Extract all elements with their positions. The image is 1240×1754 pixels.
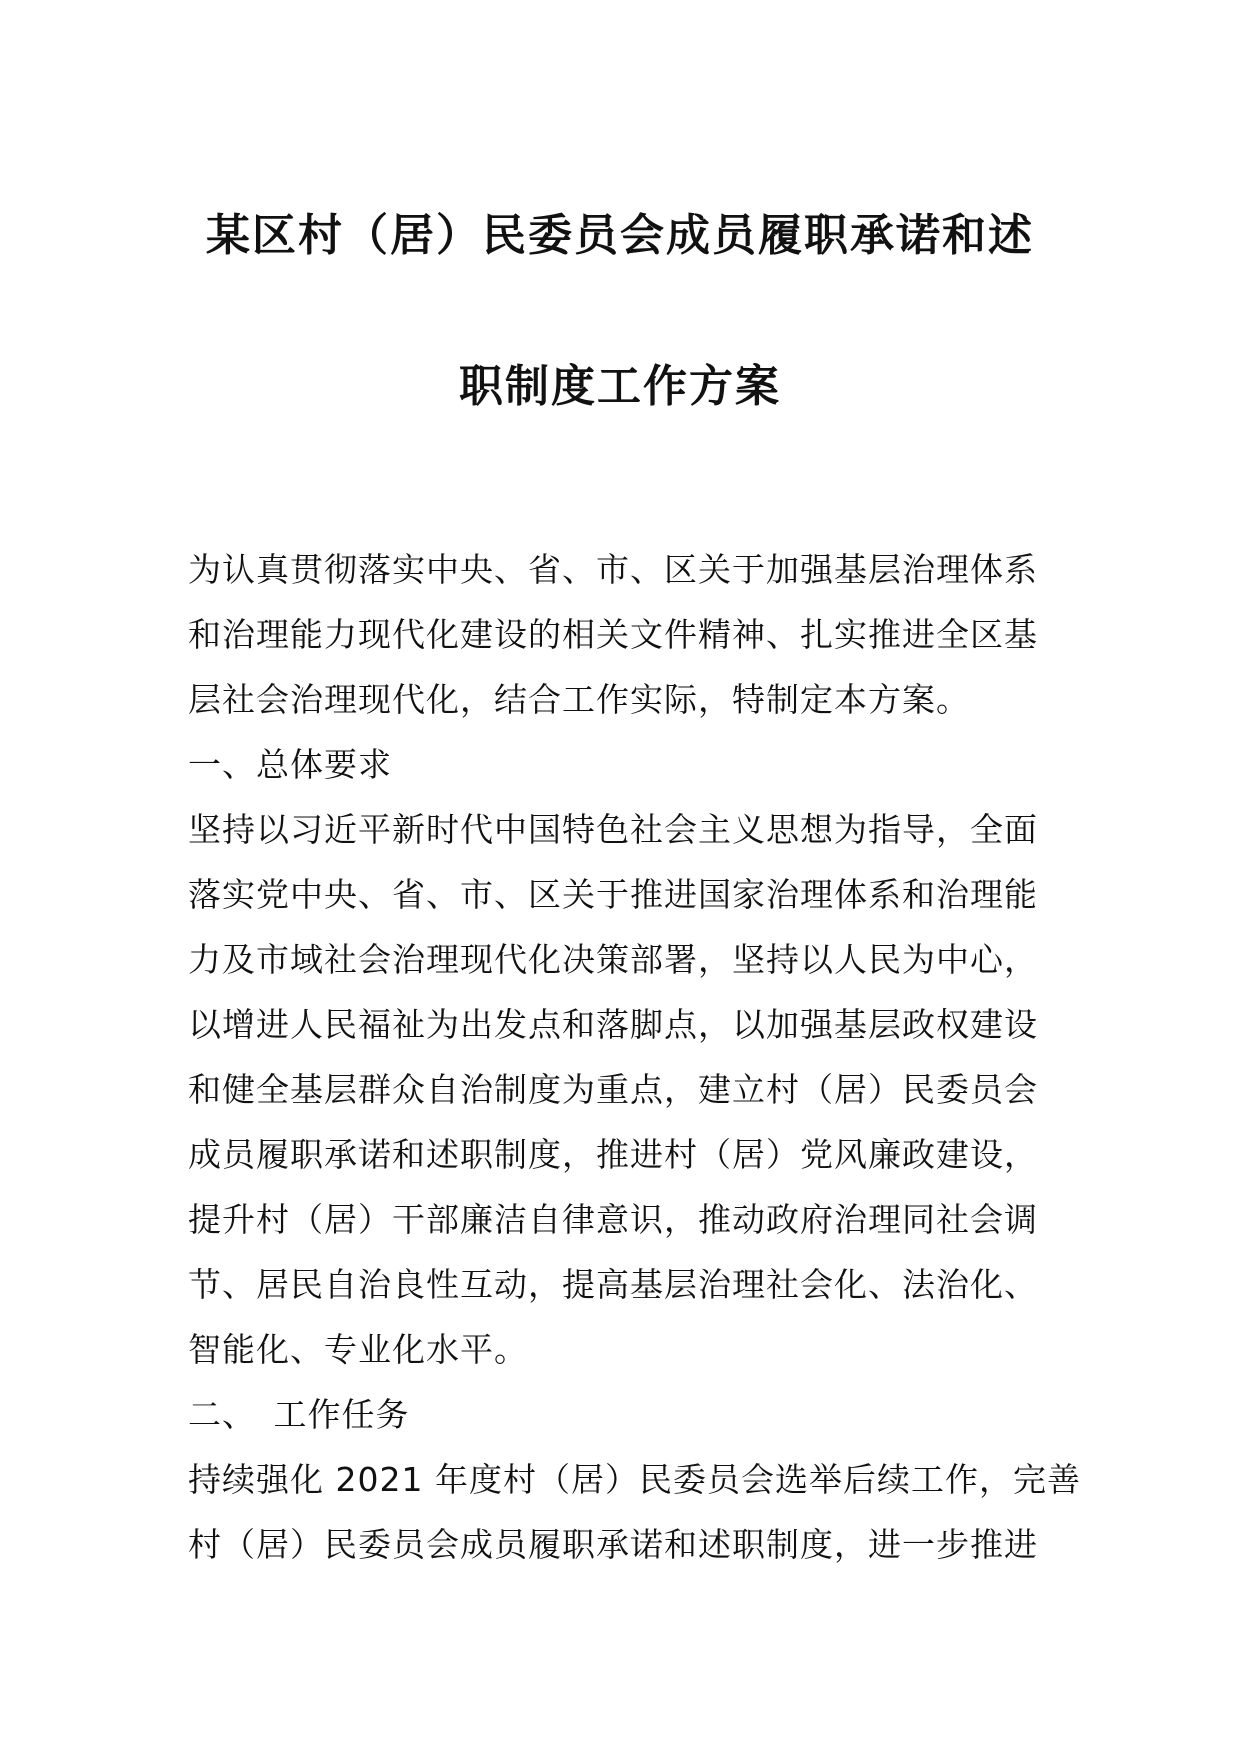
requirements-paragraph-line-5: 和健全基层群众自治制度为重点，建立村（居）民委员会 [188,1070,1038,1109]
tasks-paragraph-line-2: 村（居）民委员会成员履职承诺和述职制度，进一步推进 [188,1525,1038,1564]
tasks-paragraph-line-1: 持续强化 2021 年度村（居）民委员会选举后续工作，完善 [188,1460,1081,1499]
requirements-paragraph-line-6: 成员履职承诺和述职制度，推进村（居）党风廉政建设， [188,1135,1038,1174]
document-title-line-2: 职制度工作方案 [459,361,781,412]
document-title-line-1: 某区村（居）民委员会成员履职承诺和述 [206,210,1034,261]
requirements-paragraph-line-1: 坚持以习近平新时代中国特色社会主义思想为指导，全面 [188,810,1038,849]
intro-paragraph-line-1: 为认真贯彻落实中央、省、市、区关于加强基层治理体系 [188,550,1038,589]
requirements-paragraph-line-7: 提升村（居）干部廉洁自律意识，推动政府治理同社会调 [188,1200,1038,1239]
section-heading-work-tasks: 二、 工作任务 [188,1395,410,1434]
requirements-paragraph-line-8: 节、居民自治良性互动，提高基层治理社会化、法治化、 [188,1265,1038,1304]
requirements-paragraph-line-2: 落实党中央、省、市、区关于推进国家治理体系和治理能 [188,875,1038,914]
requirements-paragraph-line-3: 力及市域社会治理现代化决策部署，坚持以人民为中心， [188,940,1038,979]
requirements-paragraph-line-9: 智能化、专业化水平。 [188,1330,528,1369]
requirements-paragraph-line-4: 以增进人民福祉为出发点和落脚点，以加强基层政权建设 [188,1005,1038,1044]
intro-paragraph-line-3: 层社会治理现代化，结合工作实际，特制定本方案。 [188,680,970,719]
section-heading-general-requirements: 一、总体要求 [188,745,392,784]
intro-paragraph-line-2: 和治理能力现代化建设的相关文件精神、扎实推进全区基 [188,615,1038,654]
